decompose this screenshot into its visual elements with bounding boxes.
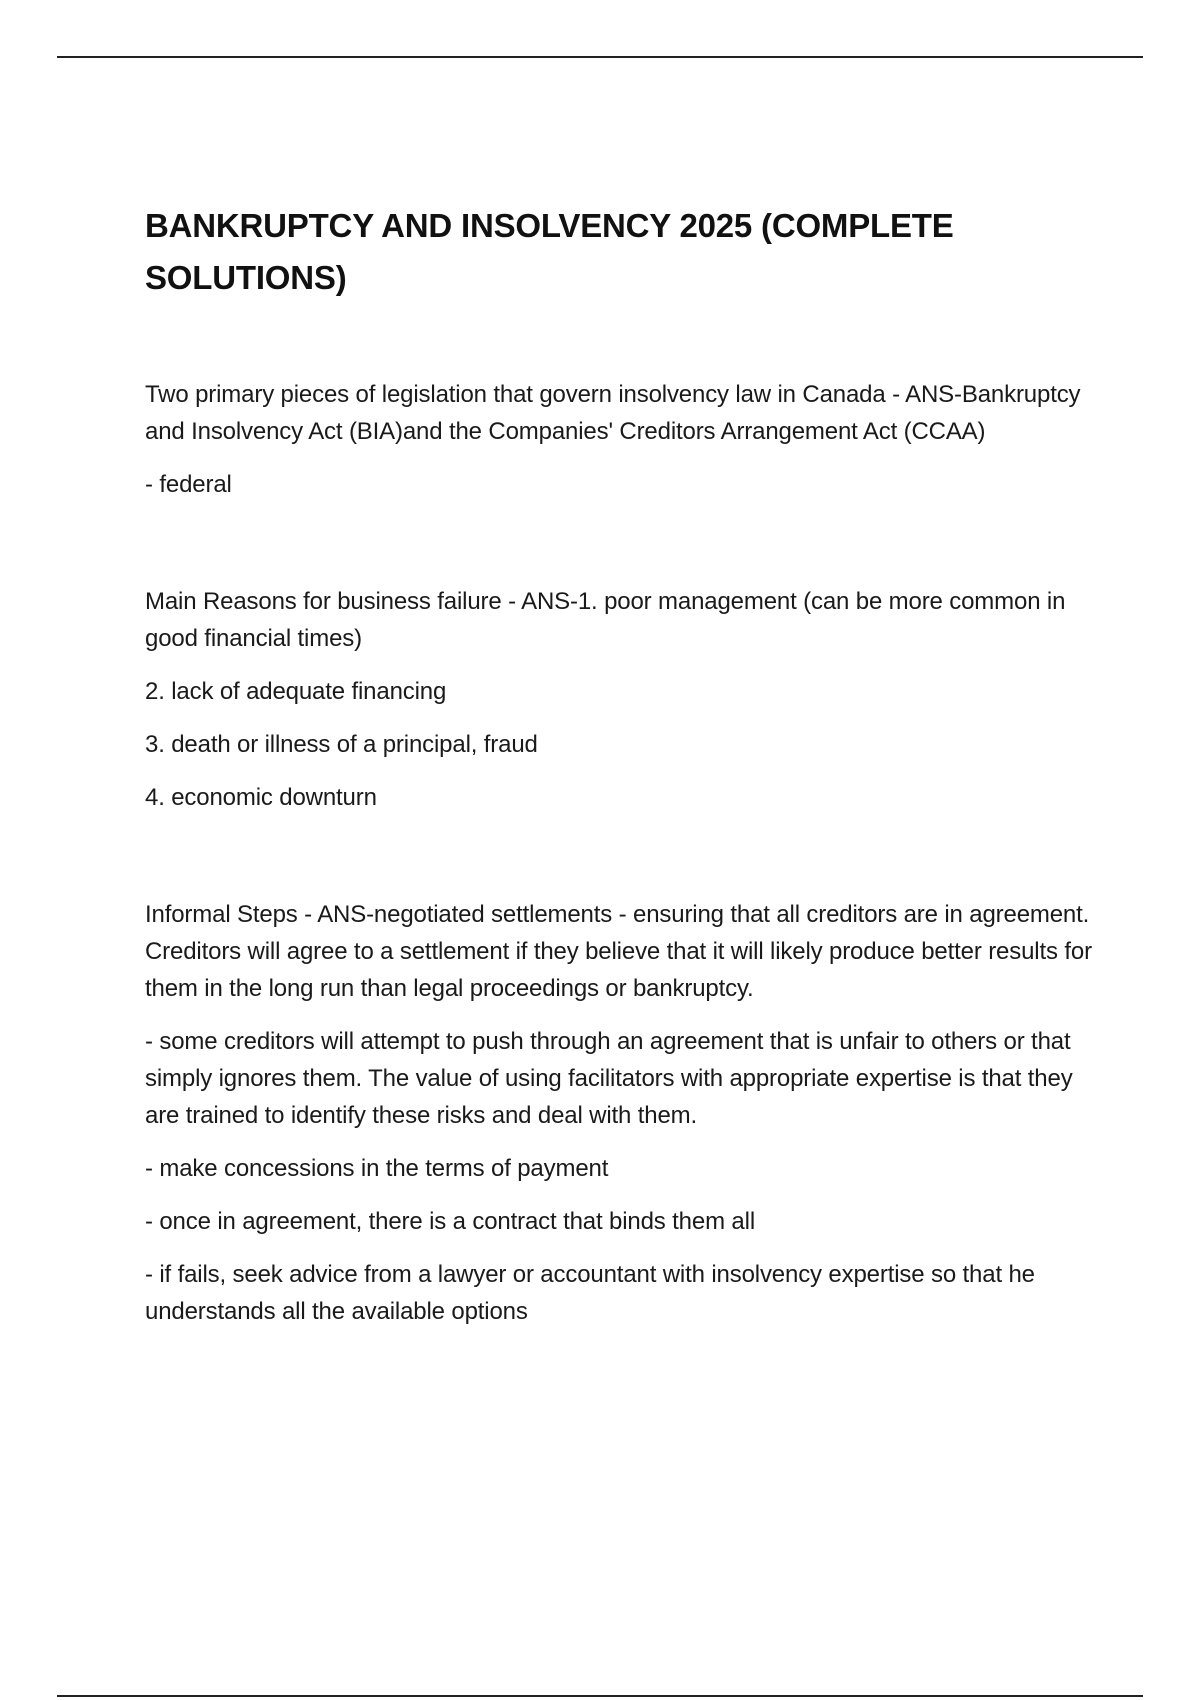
document-title: BANKRUPTCY AND INSOLVENCY 2025 (COMPLETE SOLUTIONS) — [145, 207, 954, 296]
entry-list-item: 4. economic downturn — [145, 784, 377, 811]
entry-note: - federal — [145, 471, 232, 498]
entry-informal-steps — [145, 896, 1095, 1330]
entry-note: - once in agreement, there is a contract that binds them all — [145, 1208, 755, 1235]
entry-question-answer: Main Reasons for business failure - ANS-1. poor management (can be more common in good financial times) — [145, 588, 1066, 652]
entry-list-item: 2. lack of adequate financing — [145, 678, 447, 705]
entry-note: - if fails, seek advice from a lawyer or accountant with insolvency expertise so that he understands all the available options — [145, 1261, 1035, 1325]
entry-question-answer: Two primary pieces of legislation that govern insolvency law in Canada - ANS-Bankruptcy and Insolvency Act (BIA)and the Companies' Creditors Arrangement Act (CCAA) — [145, 381, 1081, 445]
entry-question-answer: Informal Steps - ANS-negotiated settlements - ensuring that all creditors are in agreement. Creditors will agree to a settlement if they believe that it will likely produce better results for them in the long run than legal proceedings or bankruptcy. — [145, 901, 1092, 1002]
entry-list-item: 3. death or illness of a principal, fraud — [145, 731, 538, 758]
entry-note: - make concessions in the terms of payment — [145, 1155, 609, 1182]
document-body — [145, 200, 1095, 1330]
top-rule — [57, 56, 1143, 58]
entry-business-failure — [145, 583, 1095, 816]
entry-note: - some creditors will attempt to push through an agreement that is unfair to others or that simply ignores them. The value of using facilitators with appropriate expertise is that they are trained to identify these risks and deal with them. — [145, 1028, 1073, 1129]
bottom-rule — [57, 1695, 1143, 1697]
entry-legislation — [145, 376, 1095, 503]
